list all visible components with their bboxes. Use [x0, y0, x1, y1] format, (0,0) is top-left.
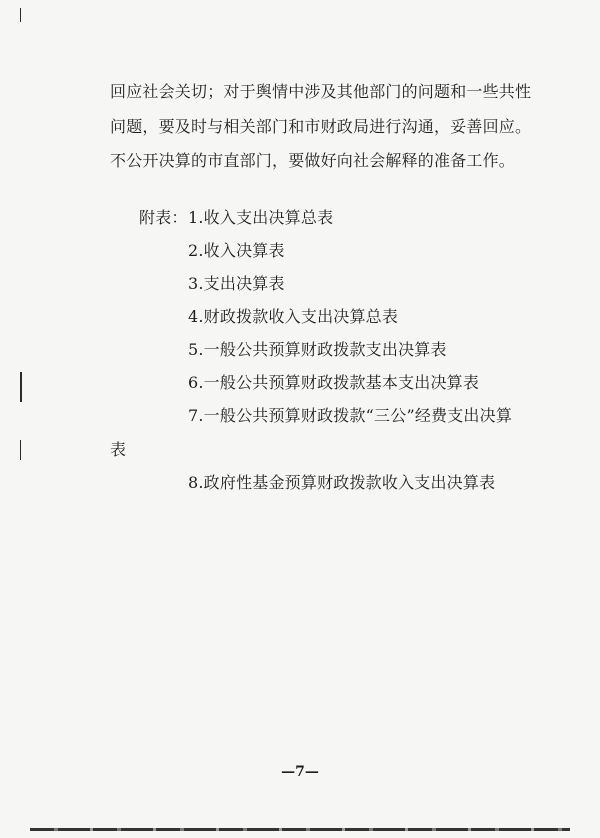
scan-mark-left-2: [20, 440, 21, 460]
paragraph-line-3: 不公开决算的市直部门，要做好向社会解释的准备工作。: [110, 151, 516, 170]
attachment-item-5: 5.一般公共预算财政拨款支出决算表: [188, 340, 447, 359]
paragraph-line-2: 问题，要及时与相关部门和市财政局进行沟通，妥善回应。: [110, 117, 532, 136]
attachment-item-3: 3.支出决算表: [188, 274, 285, 293]
paragraph-line-1: 回应社会关切；对于舆情中涉及其他部门的问题和一些共性: [110, 82, 532, 101]
attachment-item-2: 2.收入决算表: [188, 241, 285, 260]
page-number: —7—: [281, 764, 319, 780]
attachment-item-8: 8.政府性基金预算财政拨款收入支出决算表: [188, 473, 496, 492]
bottom-scan-rule: [30, 828, 570, 831]
attachment-item-7-continuation: 表: [110, 440, 127, 459]
scan-mark-top-left: [20, 8, 21, 22]
attachment-item-6: 6.一般公共预算财政拨款基本支出决算表: [188, 373, 480, 392]
attachments-label: 附表：: [139, 208, 188, 227]
attachment-item-7: 7.一般公共预算财政拨款“三公”经费支出决算: [188, 406, 513, 425]
scan-mark-left-1: [20, 372, 22, 402]
attachment-item-1: 1.收入支出决算总表: [188, 208, 334, 227]
attachment-item-4: 4.财政拨款收入支出决算总表: [188, 307, 399, 326]
